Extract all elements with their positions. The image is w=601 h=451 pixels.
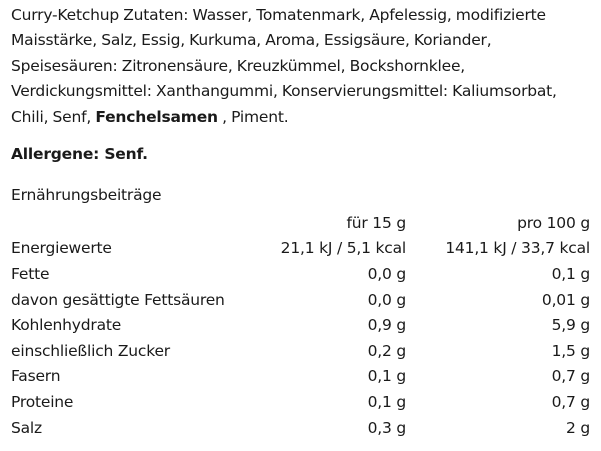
table-row bbox=[11, 236, 590, 262]
table-row bbox=[11, 261, 590, 287]
value-per-portion: 0,0 g bbox=[367, 290, 406, 309]
value-per-100g: 2 g bbox=[565, 418, 590, 437]
nutrient-name: Fasern bbox=[11, 367, 61, 386]
ingredients-text-end: , Piment. bbox=[217, 107, 289, 126]
value-per-portion: 0,0 g bbox=[367, 264, 406, 283]
column-header-per-portion: für 15 g bbox=[346, 213, 406, 232]
nutrient-name: Salz bbox=[11, 418, 42, 437]
table-row bbox=[11, 287, 590, 313]
allergens-line: Allergene: Senf. bbox=[11, 145, 148, 163]
value-per-100g: 0,7 g bbox=[551, 392, 590, 411]
nutrient-name: einschließlich Zucker bbox=[11, 341, 170, 360]
value-per-100g: 141,1 kJ / 33,7 kcal bbox=[445, 239, 590, 258]
table-row bbox=[11, 338, 590, 364]
ingredients-paragraph bbox=[11, 3, 596, 130]
value-per-100g: 0,7 g bbox=[551, 367, 590, 386]
nutrient-name: davon gesättigte Fettsäuren bbox=[11, 290, 225, 309]
value-per-100g: 0,1 g bbox=[551, 264, 590, 283]
value-per-portion: 0,1 g bbox=[367, 392, 406, 411]
value-per-portion: 0,3 g bbox=[367, 418, 406, 437]
column-header-name bbox=[11, 210, 231, 236]
nutrition-header-row bbox=[11, 210, 590, 236]
value-per-100g: 5,9 g bbox=[551, 316, 590, 335]
ingredients-bold-item: Fenchelsamen bbox=[95, 107, 218, 126]
value-per-portion: 0,2 g bbox=[367, 341, 406, 360]
nutrition-title: Ernährungsbeiträge bbox=[11, 186, 162, 204]
nutrition-table bbox=[11, 210, 590, 440]
table-row bbox=[11, 389, 590, 415]
value-per-portion: 0,9 g bbox=[367, 316, 406, 335]
nutrient-name: Proteine bbox=[11, 392, 74, 411]
table-row bbox=[11, 364, 590, 390]
value-per-100g: 0,01 g bbox=[541, 290, 590, 309]
ingredients-text: Curry-Ketchup Zutaten: Wasser, Tomatenmark, Apfelessig, modifizierte Maisstärke, Salz, Essig, Kurkuma, Aroma, Essigsäure, Koriander, Speisesäuren: Zitronensäure, Kreuzkümmel, Bockshornklee, Verdickungsmittel: Xanthangummi, Konservierungsmittel: Kaliumsorbat, Chili, Senf, bbox=[11, 6, 557, 126]
column-header-per-100g: pro 100 g bbox=[517, 213, 590, 232]
nutrient-name: Energiewerte bbox=[11, 239, 112, 258]
value-per-portion: 0,1 g bbox=[367, 367, 406, 386]
value-per-100g: 1,5 g bbox=[551, 341, 590, 360]
nutrient-name: Fette bbox=[11, 264, 50, 283]
value-per-portion: 21,1 kJ / 5,1 kcal bbox=[280, 239, 406, 258]
table-row bbox=[11, 415, 590, 441]
table-row bbox=[11, 312, 590, 338]
nutrient-name: Kohlenhydrate bbox=[11, 316, 122, 335]
